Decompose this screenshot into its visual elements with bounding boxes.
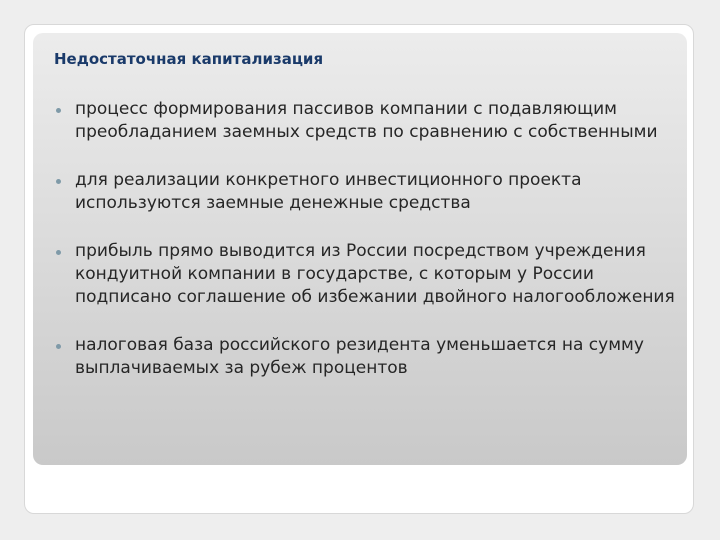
- bullet-dot-icon: [56, 250, 61, 255]
- bullet-item: [56, 334, 681, 380]
- bullet-item: [56, 240, 681, 309]
- bullet-item: [56, 98, 681, 144]
- bullet-list: [56, 98, 681, 380]
- bullet-text: для реализации конкретного инвестиционного проекта используются заемные денежные средства: [75, 170, 582, 213]
- bullet-text: налоговая база российского резидента уменьшается на сумму выплачиваемых за рубеж процентов: [75, 335, 644, 378]
- bullet-dot-icon: [56, 179, 61, 184]
- bullet-text: прибыль прямо выводится из России посредством учреждения кондуитной компании в государстве, с которым у России подписано соглашение об избежании двойного налогообложения: [75, 241, 675, 307]
- slide-title: Недостаточная капитализация: [54, 50, 324, 68]
- bullet-text: процесс формирования пассивов компании с подавляющим преобладанием заемных средств по сравнению с собственными: [75, 99, 658, 142]
- bullet-item: [56, 169, 681, 215]
- bullet-dot-icon: [56, 108, 61, 113]
- bullet-dot-icon: [56, 344, 61, 349]
